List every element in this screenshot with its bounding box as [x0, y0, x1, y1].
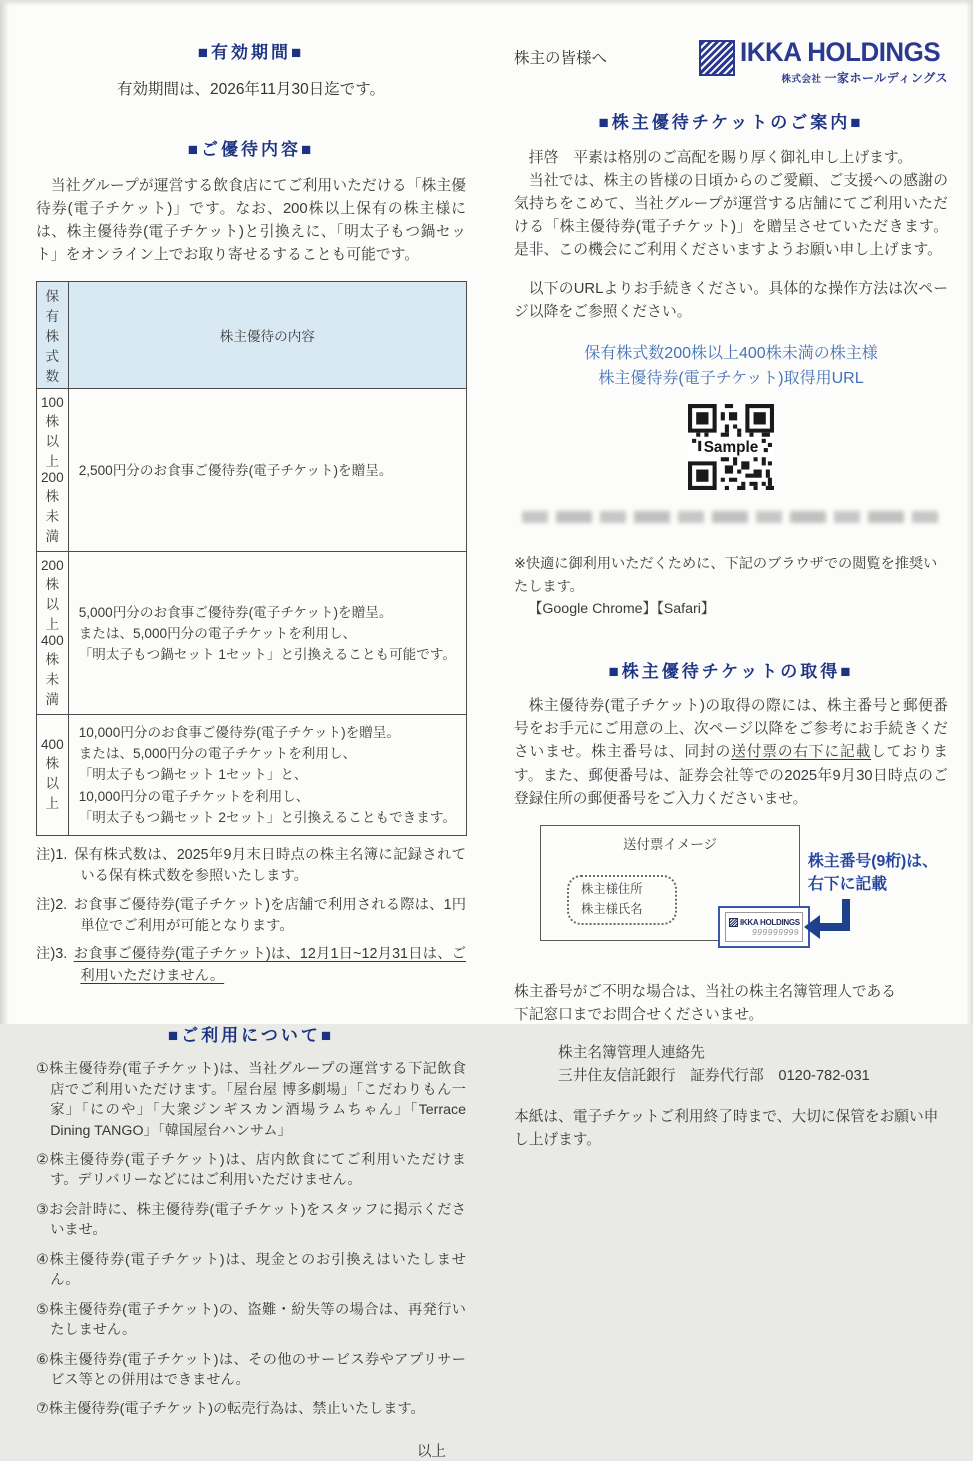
qr-sample-label: Sample: [703, 438, 759, 456]
usage-item: ①株主優待券(電子チケット)は、当社グループの運営する下記飲食店でご利用いただけます。「屋台屋 博多劇場」「こだわりもん一家」「にのや」「大衆ジンギスカン酒場ラムちゃん」「Terrace Dining TANGO」「韓国屋台ハンサム」: [36, 1061, 466, 1139]
guide-body: [514, 147, 948, 325]
url-announcement: [514, 342, 948, 392]
contact-title: 株主名簿管理人連絡先: [558, 1044, 705, 1061]
url-label: 株主優待券(電子チケット)取得用URL: [598, 370, 864, 388]
right-column: [514, 38, 948, 1152]
guide-paragraph: 当社では、株主の皆様の日頃からのご愛顧、ご支援への感謝の気持ちをこめて、当社グループが運営する店舗にてご利用いただける「株主優待券(電子チケット)」を贈呈させていただきます。 是非、この機会にご利用くださいますようお願い申し上げます。: [514, 172, 948, 258]
acquire-heading: ■株主優待チケットの取得■: [608, 661, 854, 681]
note-item: 注)3. お食事ご優待券(電子チケット)は、12月1日~12月31日は、ご利用いただけません。: [36, 946, 466, 984]
table-row: [37, 715, 467, 835]
left-column: [36, 38, 466, 1461]
underlined-phrase: 送付票の右下に記載: [731, 744, 872, 761]
usage-item: ②株主優待券(電子チケット)は、店内飲食にてご利用いただけます。デリバリーなどにはご利用いただけません。: [36, 1152, 466, 1189]
col-header-shares: 保有株式数: [37, 282, 69, 389]
ikka-mini-logo-icon: [729, 918, 738, 927]
row-detail: 5,000円分のお食事ご優待券(電子チケット)を贈呈。 または、5,000円分の電子チケットを利用し、 「明太子もつ鍋セット 1セット」と引換えることも可能です。: [68, 552, 466, 715]
usage-item: ③お会計時に、株主優待券(電子チケット)をスタッフに掲示くださいませ。: [36, 1201, 466, 1239]
browser-list: 【Google Chrome】【Safari】: [528, 601, 716, 618]
guide-heading: ■株主優待チケットのご案内■: [598, 112, 864, 132]
number-callout: 株主番号(9桁)は、 右下に記載: [808, 853, 938, 893]
table-header-row: [37, 282, 467, 389]
guide-paragraph: 以下のURLよりお手続きください。具体的な操作方法は次ページ以降をご参照ください。: [514, 281, 948, 321]
delivery-slip-diagram: [514, 825, 948, 957]
number-highlight-box: [718, 906, 810, 948]
blurred-url-text: [522, 511, 940, 523]
registrar-contact: [514, 1042, 948, 1088]
contact-detail: 三井住友信託銀行 証券代行部 0120-782-031: [558, 1067, 870, 1084]
qr-code-image: [688, 404, 774, 490]
usage-section: [36, 1021, 466, 1461]
scan-edge: [0, 0, 973, 6]
benefit-table: [36, 281, 467, 835]
row-shares: 100株以上200株未満: [37, 389, 69, 552]
usage-heading: ■ご利用について■: [167, 1026, 335, 1046]
mini-logo-text: IKKA HOLDINGS: [740, 917, 800, 927]
company-logo: [699, 38, 949, 86]
slip-title: 送付票イメージ: [622, 837, 718, 853]
note-item: 注)2. お食事ご優待券(電子チケット)を店舗で利用される際は、1円単位でご利用が可能となります。: [36, 896, 466, 934]
benefits-heading: ■ご優待内容■: [187, 140, 315, 159]
note-item: 注)1. 保有株式数は、2025年9月末日時点の株主名簿に記録されている保有株式数を参照いたします。: [36, 846, 466, 885]
browser-note: ※快適に御利用いただくために、下記のブラウザでの閲覧を推奨いたします。 【Google Chrome】【Safari】: [514, 553, 948, 621]
row-detail: 10,000円分のお食事ご優待券(電子チケット)を贈呈。 または、5,000円分の電子チケットを利用し、 「明太子もつ鍋セット 1セット」と、 10,000円分の電子チケットを利用し、 「明太子もつ鍋セット 2セット」と引換えることもできます。: [68, 715, 466, 835]
row-shares: 200株以上400株未満: [37, 552, 69, 715]
qr-code: [514, 404, 948, 495]
benefits-intro: 当社グループが運営する飲食店にてご利用いただける「株主優待券(電子チケット)」です。なお、200株以上保有の株主様には、株主優待券(電子チケット)と引換えに、「明太子もつ鍋セット」をオンライン上でお取り寄せるすることも可能です。: [36, 178, 466, 264]
salutation: 株主の皆様へ: [514, 50, 608, 67]
name-label: 株主様氏名: [581, 902, 643, 917]
usage-item: ⑦株主優待券(電子チケット)の転売行為は、禁止いたします。: [36, 1401, 425, 1418]
table-row: [37, 389, 467, 552]
logo-wordmark: IKKA HOLDINGS: [739, 37, 940, 67]
keep-safe-note: 本紙は、電子チケットご利用終了時まで、大切に保管をお願い申し上げます。: [514, 1108, 939, 1149]
inquiry-note: 株主番号がご不明な場合は、当社の株主名簿管理人である 下記窓口までお問合せくださいませ。: [514, 984, 896, 1024]
guide-paragraph: 拝啓 平素は格別のご高配を賜り厚く御礼申し上げます。: [528, 149, 913, 166]
usage-item: ⑤株主優待券(電子チケット)の、盗難・紛失等の場合は、再発行いたしません。: [36, 1301, 466, 1339]
url-target-audience: 保有株式数200株以上400株未満の株主様: [584, 345, 878, 363]
validity-text: 有効期間は、2026年11月30日迄です。: [116, 81, 386, 98]
notes-list: [36, 845, 466, 988]
right-header: [514, 38, 948, 86]
arrow-left-icon: [802, 897, 858, 945]
shareholder-number-sample: 999999999: [751, 926, 799, 937]
validity-heading: ■有効期間■: [197, 43, 305, 62]
usage-item: ⑥株主優待券(電子チケット)は、その他のサービス券やアプリサービス等との併用はできません。: [36, 1351, 466, 1388]
address-area: [567, 875, 677, 925]
row-shares: 400株以上: [37, 715, 69, 835]
closing-ijo: 以上: [417, 1443, 446, 1460]
ikka-logo-mark-icon: [699, 40, 735, 76]
col-header-detail: 株主優待の内容: [68, 282, 466, 389]
address-label: 株主様住所: [581, 882, 643, 897]
slip-outline: [540, 825, 800, 941]
number-box: [725, 912, 803, 942]
row-detail: 2,500円分のお食事ご優待券(電子チケット)を贈呈。: [68, 389, 466, 552]
table-row: [37, 552, 467, 715]
acquire-paragraph: 株主優待券(電子チケット)の取得の際には、株主番号と郵便番号をお手元にご用意の上、次ページ以降をご参考にお手続きくださいませ。株主番号は、同封の送付票の右下に記載しております。また、郵便番号は、証券会社等での2025年9月30日時点のご登録住所の郵便番号をご入力くださいませ。: [514, 697, 948, 807]
usage-item: ④株主優待券(電子チケット)は、現金とのお引換えはいたしません。: [36, 1251, 466, 1289]
logo-company-name: 株式会社 一家ホールディングス: [781, 70, 948, 85]
